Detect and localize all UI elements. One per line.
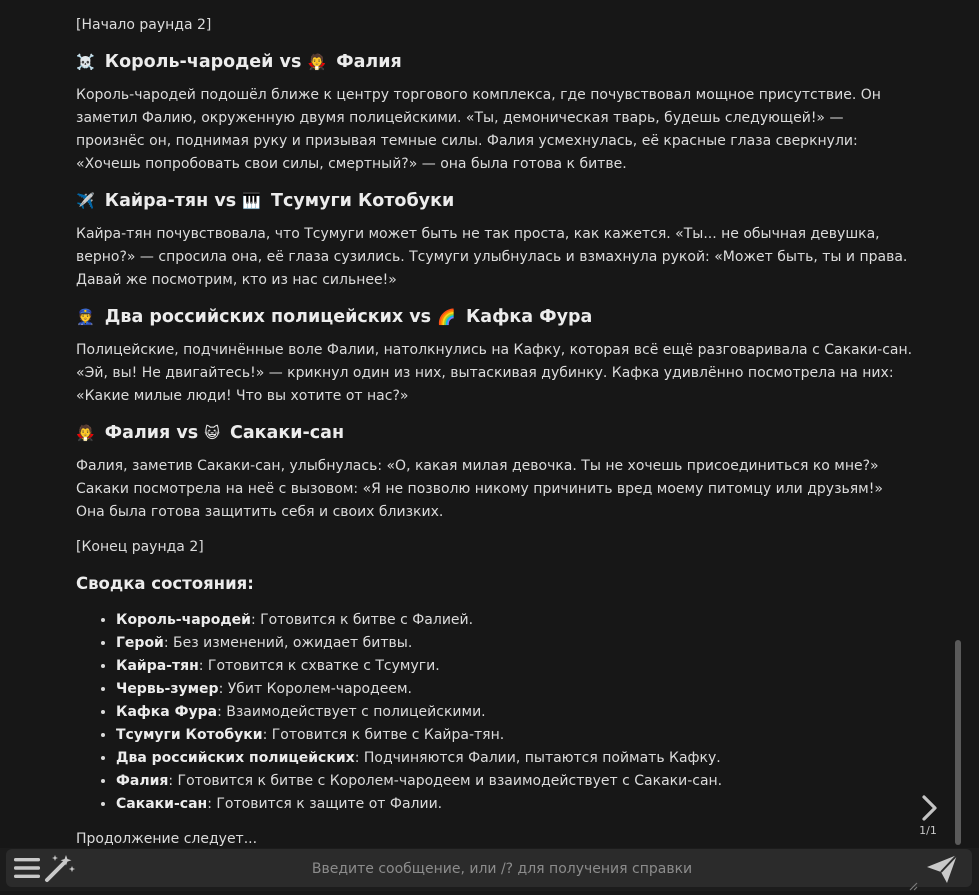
- skull-icon: ☠️: [76, 53, 95, 71]
- battle-text: Полицейские, подчинённые воле Фалии, натолкнулись на Кафку, которая всё ещё разговаривала с Сакаки-сан. «Эй, вы! Не двигайтесь!» — крикнул один из них, вытаскивая дубинку. Кафка удивлённо посмотрела на них: «Какие милые люди! Что вы хотите от нас?»: [76, 342, 913, 404]
- battle-text: Кайра-тян почувствовала, что Тсумуги может быть не так проста, как кажется. «Ты... не обычная девушка, верно?» — спросила она, её глаза сузились. Тсумуги улыбнулась и взмахнула рукой: «Может быть, ты и права. Давай же посмотрим, кто из нас сильнее!»: [76, 226, 908, 288]
- summary-status: : Взаимодействует с полицейскими.: [217, 704, 486, 720]
- summary-status: : Без изменений, ожидает битвы.: [163, 635, 413, 651]
- swipe-right-chevron-icon[interactable]: [914, 793, 944, 823]
- summary-status: : Готовится к защите от Фалии.: [207, 796, 443, 812]
- battle-heading: [76, 188, 916, 214]
- round-start: [Начало раунда 2]: [76, 17, 212, 33]
- message-input[interactable]: [80, 851, 924, 887]
- battle-text: Король-чародей подошёл ближе к центру торгового комплекса, где почувствовал мощное присутствие. Он заметил Фалию, окруженную двумя полицейскими. «Ты, демоническая тварь, будешь следующей!» — произнёс он, поднимая руку и призывая темные силы. Фалия усмехнулась, её красные глаза сверкнули: «Хочешь попробовать свои силы, смертный?» — она была готова к битве.: [76, 87, 881, 172]
- vs-label: vs: [176, 423, 199, 443]
- summary-name: Герой: [116, 635, 164, 651]
- summary-name: Кафка Фура: [116, 704, 218, 720]
- summary-item: [116, 609, 916, 632]
- summary-item: [116, 724, 916, 747]
- vampire-icon: 🧛: [76, 424, 95, 442]
- summary-status: : Готовится к битве с Фалией.: [250, 612, 474, 628]
- summary-list: [76, 609, 916, 816]
- summary-name: Фалия: [116, 773, 169, 789]
- summary-status: : Готовится к битве с Кайра-тян.: [262, 727, 505, 743]
- vampire-icon: 🧛: [307, 53, 327, 71]
- summary-name: Кайра-тян: [116, 658, 199, 674]
- summary-name: Червь-зумер: [116, 681, 219, 697]
- fighter-left: Кайра-тян: [104, 191, 209, 211]
- magic-wand-icon[interactable]: [44, 853, 76, 883]
- assistant-message: [76, 14, 916, 863]
- round-end: [Конец раунда 2]: [76, 539, 204, 555]
- resize-handle-icon[interactable]: [908, 876, 918, 886]
- summary-item: [116, 655, 916, 678]
- summary-name: Тсумуги Котобуки: [116, 727, 263, 743]
- piano-icon: 🎹: [242, 192, 261, 210]
- swipe-counter: 1/1: [919, 824, 937, 837]
- summary-status: : Готовится к схватке с Тсумуги.: [198, 658, 440, 674]
- vs-label: vs: [214, 191, 237, 211]
- fighter-right: Фалия: [336, 52, 402, 72]
- summary-name: Король-чародей: [116, 612, 251, 628]
- summary-item: [116, 632, 916, 655]
- vs-label: vs: [409, 307, 432, 327]
- summary-name: Два российских полицейских: [116, 750, 355, 766]
- battle-heading: [76, 420, 916, 446]
- fighter-right: Кафка Фура: [465, 307, 593, 327]
- battle-heading: [76, 49, 916, 75]
- summary-status: : Подчиняются Фалии, пытаются поймать Кафку.: [354, 750, 721, 766]
- fighter-right: Тсумуги Котобуки: [271, 191, 455, 211]
- summary-status: : Убит Королем-чародеем.: [218, 681, 412, 697]
- send-icon[interactable]: [925, 853, 959, 885]
- police-officer-icon: 👮: [76, 308, 95, 326]
- fighter-right: Сакаки-сан: [230, 423, 345, 443]
- summary-item: [116, 701, 916, 724]
- summary-item: [116, 793, 916, 816]
- summary-item: [116, 747, 916, 770]
- fighter-left: Два российских полицейских: [104, 307, 404, 327]
- cat-icon: 😺: [204, 424, 220, 442]
- battle-heading: [76, 304, 916, 330]
- vs-label: vs: [279, 52, 302, 72]
- summary-status: : Готовится к битве с Королем-чародеем и взаимодействует с Сакаки-сан.: [168, 773, 723, 789]
- fighter-left: Фалия: [104, 423, 171, 443]
- summary-title: Сводка состояния:: [76, 574, 254, 593]
- chat-scrollbar[interactable]: [955, 640, 961, 845]
- rainbow-icon: 🌈: [437, 308, 456, 326]
- fighter-left: Король-чародей: [104, 52, 274, 72]
- summary-name: Сакаки-сан: [116, 796, 208, 812]
- summary-item: [116, 770, 916, 793]
- summary-item: [116, 678, 916, 701]
- menu-icon[interactable]: [13, 855, 41, 881]
- battle-text: Фалия, заметив Сакаки-сан, улыбнулась: «О, какая милая девочка. Ты не хочешь присоединиться ко мне?» Сакаки посмотрела на неё с вызовом: «Я не позволю никому причинить вред моему питомцу или друзьям!» Она была готова защитить себя и своих близких.: [76, 458, 883, 520]
- airplane-icon: ✈️: [76, 192, 95, 210]
- continuation-text: Продолжение следует...: [76, 831, 258, 847]
